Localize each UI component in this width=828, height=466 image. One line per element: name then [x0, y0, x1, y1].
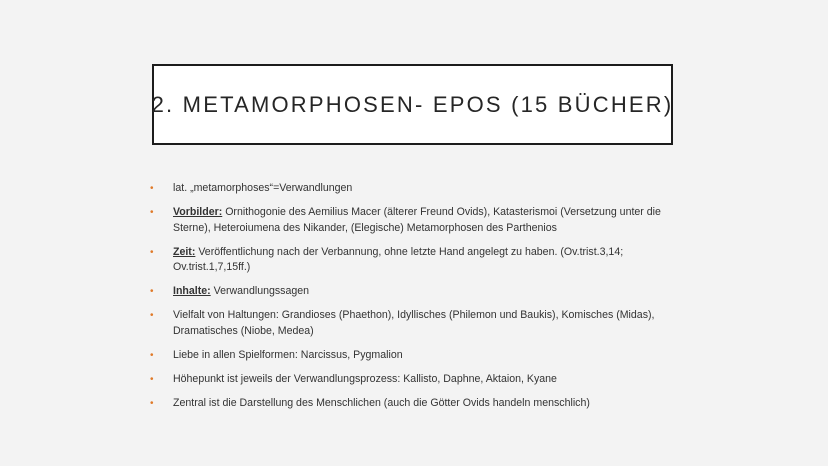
bullet-icon: • — [150, 397, 154, 409]
bullet-label: Zeit: — [173, 245, 196, 258]
bullet-item — [148, 245, 688, 276]
bullet-icon: • — [150, 183, 154, 194]
slide-title-box — [152, 64, 673, 145]
bullet-item — [148, 372, 688, 388]
bullet-list — [148, 181, 688, 420]
slide-title: 2. METAMORPHOSEN- EPOS (15 BÜCHER) — [151, 91, 674, 117]
bullet-item — [148, 205, 688, 236]
bullet-icon: • — [150, 373, 154, 385]
bullet-icon: • — [150, 246, 154, 258]
bullet-text: Ornithogonie des Aemilius Macer (älterer Freund Ovids), Katasterismoi (Versetzung unter die Sterne), Heteroiumena des Nikander, (Elegische) Metamorphosen des Parthenios — [173, 206, 661, 234]
bullet-text: Verwandlungssagen — [210, 285, 310, 297]
bullet-item — [148, 181, 688, 197]
bullet-text: Zentral ist die Darstellung des Menschlichen (auch die Götter Ovids handeln menschlich) — [173, 396, 590, 409]
bullet-text: lat. „metamorphoses“=Verwandlungen — [173, 182, 353, 194]
bullet-label: Vorbilder: — [173, 206, 223, 218]
bullet-text: Liebe in allen Spielformen: Narcissus, Pygmalion — [173, 348, 403, 361]
bullet-icon: • — [150, 207, 154, 218]
bullet-icon: • — [150, 349, 154, 361]
bullet-text: Höhepunkt ist jeweils der Verwandlungsprozess: Kallisto, Daphne, Aktaion, Kyane — [173, 372, 557, 385]
bullet-item — [148, 308, 688, 339]
bullet-icon: • — [150, 286, 154, 297]
bullet-item — [148, 348, 688, 364]
bullet-label: Inhalte: — [173, 285, 211, 297]
bullet-item — [148, 396, 688, 412]
bullet-text: Veröffentlichung nach der Verbannung, ohne letzte Hand angelegt zu haben. (Ov.trist.3,14; Ov.trist.1,7,15ff.) — [173, 245, 624, 273]
bullet-icon: • — [150, 310, 154, 321]
bullet-text: Vielfalt von Haltungen: Grandioses (Phaethon), Idyllisches (Philemon und Baukis), Komisches (Midas), Dramatisches (Niobe, Medea) — [173, 309, 655, 337]
bullet-item — [148, 284, 688, 300]
